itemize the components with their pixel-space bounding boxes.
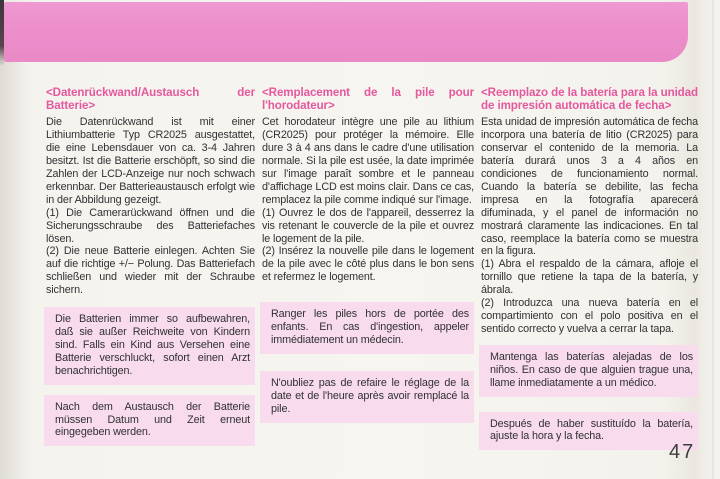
heading-spanish: <Reemplazo de la batería para la unidad de impresión automática de fecha>: [481, 86, 698, 113]
step-german-2: (2) Die neue Batterie einlegen. Achten Sie auf die richtige +/− Polung. Das Batteriefach schließen und wieder mit der Schraube sichern.: [46, 245, 255, 297]
column-french: [262, 86, 474, 423]
column-german: [46, 86, 255, 446]
step-french-1: (1) Ouvrez le dos de l'appareil, desserrez la vis retenant le couvercle de la pile et ouvrez le logement de la pile.: [262, 206, 474, 245]
step-german-1: (1) Die Camerarückwand öffnen und die Sicherungsschraube des Batteriefaches lösen.: [46, 206, 255, 245]
note-german-1-text: Die Batterien immer so aufbewahren, daß sie außer Reichweite von Kindern sind. Falls ein Kind aus Versehen eine Batterie verschluckt, sofort einen Arzt benachrichtigen.: [55, 313, 250, 377]
note-box-german-1: [44, 307, 255, 385]
note-box-german-2: [44, 395, 255, 447]
page-left-edge: [0, 0, 4, 66]
column-spanish: [481, 86, 698, 450]
top-pink-band: [4, 2, 688, 62]
note-box-spanish-1: [479, 345, 698, 397]
note-box-french-2: [260, 371, 474, 423]
note-box-spanish-2: [479, 412, 698, 451]
note-spanish-1-text: Mantenga las baterías alejadas de los niños. En caso de que alguien trague una, llame inmediatamente a un médico.: [490, 350, 693, 389]
note-box-french-1: [260, 302, 474, 354]
page-left-shadow: [0, 62, 26, 479]
note-spanish-2-text: Después de haber sustituído la batería, ajuste la hora y la fecha.: [490, 417, 693, 443]
heading-german: <Datenrückwand/Austausch der Batterie>: [46, 86, 255, 113]
note-french-2-text: N'oubliez pas de refaire le réglage de la date et de l'heure après avoir remplacé la pile.: [271, 376, 469, 415]
paragraph-french-intro: Cet horodateur intègre une pile au lithium (CR2025) pour protéger la mémoire. Elle dure 3 à 4 ans dans le cadre d'une utilisation normale. Si la pile est usée, la date imprimée sur l'image paraît sombre et le panneau d'affichage LCD est moins clair. Dans ce cas, remplacez la pile comme indiqué sur l'image.: [262, 116, 474, 206]
paragraph-spanish-intro: Esta unidad de impresión automática de fecha incorpora una batería de litio (CR2025) para conservar el contenido de la memoria. La batería durará unos 3 a 4 años en condiciones de funcionamiento normal. Cuando la batería se debilite, las fecha impresa en la fotografía aparecerá difuminada, y el panel de información no mostrará claramente las indicaciones. En tal caso, reemplace la batería como se muestra en la figura.: [481, 116, 698, 258]
step-spanish-2: (2) Introduzca una nueva batería en el compartimiento con el polo positiva en el sentido correcto y vuelva a cerrar la tapa.: [481, 297, 698, 335]
page-right-edge: [712, 0, 714, 479]
note-french-1-text: Ranger les piles hors de portée des enfants. En cas d'ingestion, appeler immédiatement un médecin.: [271, 308, 469, 346]
page-number: 47: [669, 441, 696, 463]
note-german-2-text: Nach dem Austausch der Batterie müssen Datum und Zeit erneut eingegeben werden.: [55, 400, 250, 439]
heading-french: <Remplacement de la pile pour l'horodateur>: [262, 86, 474, 113]
step-spanish-1: (1) Abra el respaldo de la cámara, afloje el tornillo que retiene la tapa de la batería, y ábrala.: [481, 258, 698, 297]
step-french-2: (2) Insérez la nouvelle pile dans le logement de la pile avec le côté plus dans le bon sens et refermez le logement.: [262, 245, 474, 284]
paragraph-german-intro: Die Datenrückwand ist mit einer Lithiumbatterie Typ CR2025 ausgestattet, die eine Lebensdauer von ca. 3-4 Jahren besitzt. Ist die Batterie erschöpft, so sind die Zahlen der LCD-Anzeige nur noch schwach erkennbar. Der Batterieaustausch erfolgt wie in der Abbildung gezeigt.: [46, 116, 255, 206]
